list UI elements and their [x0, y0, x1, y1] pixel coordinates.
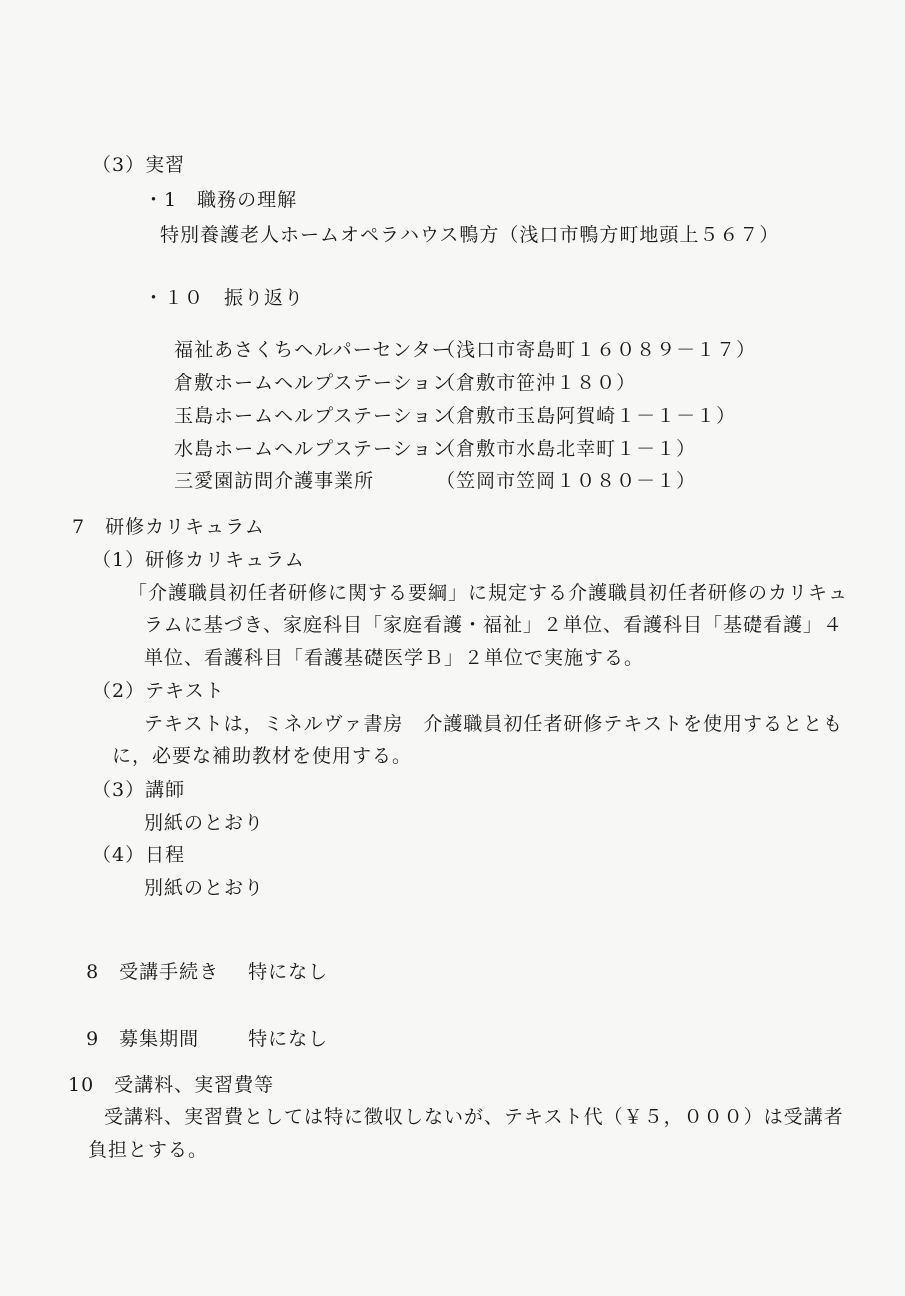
facility-name: 玉島ホームヘルプステーション	[174, 405, 453, 427]
registration-heading: 8 受講手続き	[86, 961, 220, 983]
registration-value: 特になし	[248, 961, 329, 983]
facility-row	[160, 453, 696, 491]
registration-row	[72, 944, 328, 982]
schedule-text: 別紙のとおり	[144, 877, 265, 899]
textbook-text: に，必要な補助教材を使用する。	[112, 745, 413, 767]
curriculum-sub1-text: 「介護職員初任者研修に関する要綱」に規定する介護職員初任者研修のカリキュ	[128, 582, 849, 604]
schedule-heading: （4）日程	[92, 844, 186, 866]
fees-text: 負担とする。	[88, 1139, 209, 1161]
facility-name: 福祉あさくちヘルパーセンター	[174, 339, 452, 361]
fees-heading: 10 受講料、実習費等	[68, 1074, 275, 1096]
facility-name: 水島ホームヘルプステーション	[174, 438, 453, 460]
curriculum-sub1-text: 単位、看護科目「看護基礎医学Ｂ」２単位で実施する。	[144, 647, 645, 669]
facility-address: （倉敷市笹沖１８０）	[436, 372, 637, 394]
instructor-heading: （3）講師	[92, 779, 186, 801]
curriculum-heading: 7 研修カリキュラム	[72, 516, 265, 538]
facility-address: （倉敷市水島北幸町１－１）	[436, 438, 697, 460]
curriculum-sub1-heading: （1）研修カリキュラム	[92, 549, 305, 571]
recruitment-value: 特になし	[248, 1028, 329, 1050]
facility-name: 三愛園訪問介護事業所	[174, 470, 375, 492]
facility-name: 倉敷ホームヘルプステーション	[174, 372, 453, 394]
instructor-text: 別紙のとおり	[144, 812, 265, 834]
textbook-text: テキストは，ミネルヴァ書房 介護職員初任者研修テキストを使用するととも	[144, 713, 844, 735]
facility-address: （笠岡市笠岡１０８０－１）	[436, 470, 697, 492]
facility-address: （倉敷市玉島阿賀崎１－１－１）	[436, 405, 737, 427]
fees-text: 受講料、実習費としては特に徴収しないが、テキスト代（￥５，０００）は受講者	[104, 1106, 844, 1128]
facility-address: （浅口市寄島町１６０８９－１７）	[436, 339, 757, 361]
practicum-item-1-facility: 特別養護老人ホームオペラハウス鴨方（浅口市鴨方町地頭上５６７）	[160, 224, 780, 246]
practicum-item-10-label: ・１０ 振り返り	[144, 287, 305, 309]
recruitment-heading: 9 募集期間	[86, 1028, 200, 1050]
textbook-heading: （2）テキスト	[92, 680, 225, 702]
practicum-heading: （3）実習	[92, 154, 186, 176]
practicum-item-1-label: ・1 職務の理解	[144, 189, 298, 211]
curriculum-sub1-text: ラムに基づき、家庭科目「家庭看護・福祉」２単位、看護科目「基礎看護」４	[144, 614, 844, 636]
recruitment-row	[72, 1011, 328, 1049]
